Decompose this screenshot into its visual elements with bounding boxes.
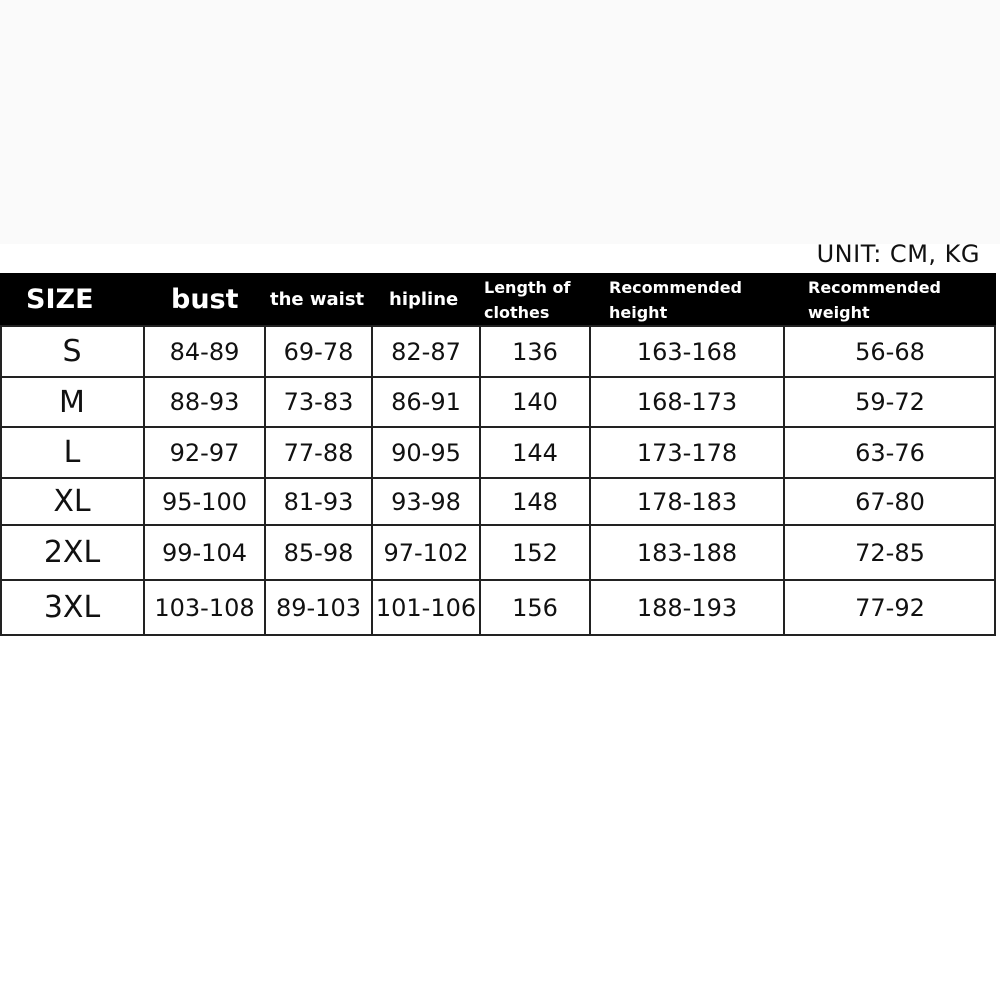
cell-bust: 95-100 <box>161 487 247 516</box>
header-size: SIZE <box>26 284 94 315</box>
cell-waist: 69-78 <box>283 337 354 366</box>
cell-weight: 77-92 <box>855 593 925 622</box>
header-recommended-weight <box>808 273 988 326</box>
cell-hip: 97-102 <box>383 538 469 567</box>
cell-hip: 86-91 <box>391 388 461 416</box>
cell-size: S <box>62 334 82 369</box>
cell-waist: 81-93 <box>283 487 354 516</box>
cell-size: L <box>63 435 81 470</box>
cell-hip: 93-98 <box>391 487 461 516</box>
cell-weight: 67-80 <box>855 487 925 516</box>
table-header <box>0 273 996 326</box>
header-hipline: hipline <box>389 289 459 310</box>
header-length-line1: Length of <box>484 277 571 297</box>
cell-height: 178-183 <box>636 487 738 516</box>
cell-bust: 103-108 <box>154 593 255 622</box>
header-recommended-height <box>609 273 789 326</box>
cell-length: 156 <box>512 593 558 622</box>
cell-weight: 63-76 <box>855 438 925 467</box>
header-length-line2: clothes <box>484 302 550 322</box>
cell-size: XL <box>53 484 91 519</box>
cell-length: 136 <box>512 337 558 366</box>
cell-height: 163-168 <box>636 337 738 366</box>
cell-hip: 90-95 <box>391 438 461 467</box>
cell-waist: 89-103 <box>275 593 361 622</box>
cell-weight: 56-68 <box>855 337 925 366</box>
cell-hip: 82-87 <box>391 337 461 366</box>
cell-size: 2XL <box>43 535 101 570</box>
cell-size: M <box>59 384 85 420</box>
cell-height: 173-178 <box>636 438 738 467</box>
cell-height: 183-188 <box>636 538 738 567</box>
header-weight-line2: weight <box>808 302 870 322</box>
cell-bust: 88-93 <box>169 388 240 416</box>
header-waist: the waist <box>270 289 365 310</box>
cell-length: 148 <box>512 487 558 516</box>
cell-waist: 77-88 <box>283 438 354 467</box>
unit-label: UNIT: CM, KG <box>816 240 980 268</box>
cell-waist: 85-98 <box>283 538 354 567</box>
cell-length: 152 <box>512 538 558 567</box>
cell-weight: 59-72 <box>855 388 925 416</box>
cell-size: 3XL <box>43 590 101 625</box>
cell-waist: 73-83 <box>283 388 354 416</box>
cell-weight: 72-85 <box>855 538 925 567</box>
header-weight-line1: Recommended <box>808 277 941 297</box>
cell-bust: 99-104 <box>161 538 247 567</box>
header-height-line1: Recommended <box>609 277 742 297</box>
header-height-line2: height <box>609 302 668 322</box>
cell-height: 188-193 <box>636 593 738 622</box>
cell-bust: 92-97 <box>169 438 240 467</box>
header-bust: bust <box>171 284 239 315</box>
cell-hip: 101-106 <box>375 593 477 622</box>
cell-height: 168-173 <box>636 388 738 416</box>
cell-length: 144 <box>512 438 558 467</box>
top-blank-area <box>0 0 1000 244</box>
cell-length: 140 <box>512 388 558 416</box>
cell-bust: 84-89 <box>169 337 240 366</box>
